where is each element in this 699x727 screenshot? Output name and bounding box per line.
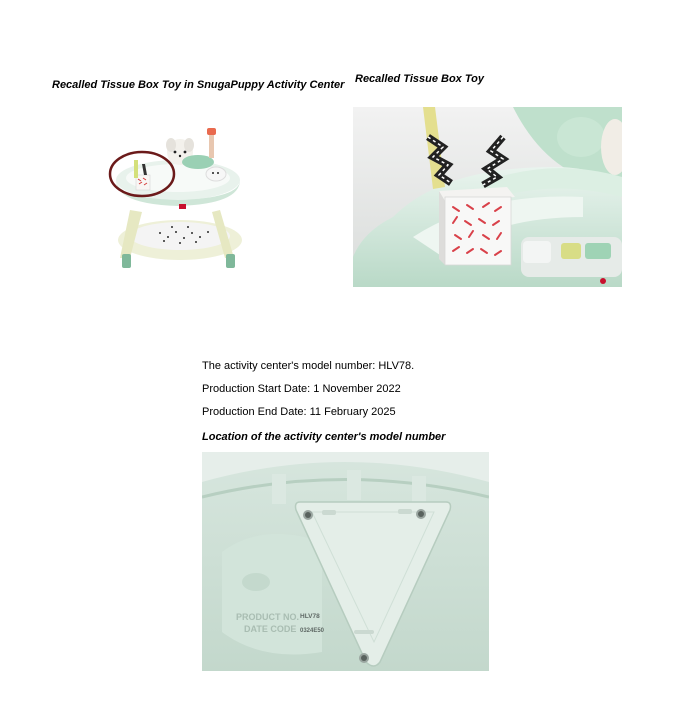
product-no-label: PRODUCT NO. — [236, 612, 299, 622]
production-end-text: Production End Date: 11 February 2025 — [202, 406, 396, 418]
date-code-value: 0324E50 — [300, 628, 325, 634]
caption-tissue-box: Recalled Tissue Box Toy — [355, 73, 484, 85]
model-number-text: The activity center's model number: HLV78. — [202, 360, 415, 372]
activity-center-photo — [108, 118, 258, 278]
model-number-location-photo — [202, 452, 489, 671]
production-start-text: Production Start Date: 1 November 2022 — [202, 383, 401, 395]
date-code-label: DATE CODE — [244, 624, 297, 634]
model-location-heading: Location of the activity center's model number — [202, 431, 446, 443]
product-no-value: HLV78 — [300, 613, 320, 620]
caption-activity-center: Recalled Tissue Box Toy in SnugaPuppy Activity Center — [52, 79, 345, 91]
tissue-box-photo — [353, 107, 622, 287]
